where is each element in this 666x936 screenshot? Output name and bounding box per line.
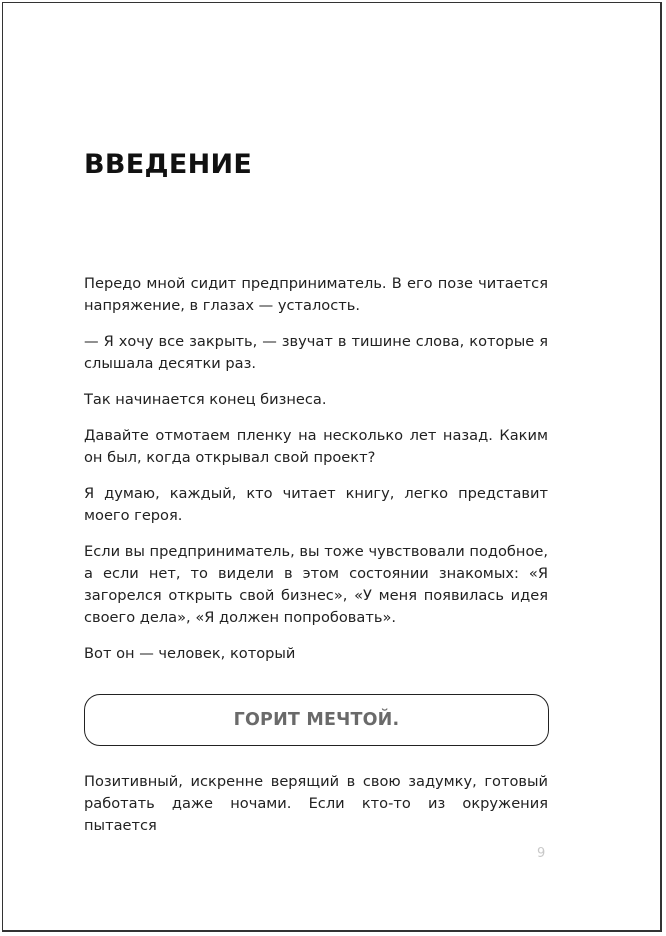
paragraph: Вот он — человек, который <box>84 645 296 662</box>
chapter-heading: ВВЕДЕНИЕ <box>84 149 253 180</box>
paragraph: Давайте отмотаем пленку на несколько лет назад. Каким он был, когда открывал свой проект? <box>84 427 548 466</box>
body-text-bottom <box>84 771 548 837</box>
paragraph: Я думаю, каждый, кто читает книгу, легко представит моего героя. <box>84 485 548 524</box>
paragraph: Передо мной сидит предприниматель. В его позе читается напряжение, в глазах — усталость. <box>84 275 548 314</box>
page-number: 9 <box>537 846 546 861</box>
paragraph: — Я хочу все закрыть, — звучат в тишине слова, которые я слышала десятки раз. <box>84 333 548 372</box>
callout-box: ГОРИТ МЕЧТОЙ. <box>84 694 549 746</box>
book-page <box>2 2 662 932</box>
body-text-top <box>84 273 548 665</box>
paragraph: Если вы предприниматель, вы тоже чувствовали подобное, а если нет, то видели в этом состоянии знакомых: «Я загорелся открыть свой бизнес», «У меня появилась идея своего дела», «Я должен попробовать». <box>84 543 548 626</box>
paragraph: Позитивный, искренне верящий в свою задумку, готовый работать даже ночами. Если кто-то из окружения пытается <box>84 773 548 834</box>
paragraph: Так начинается конец бизнеса. <box>84 391 327 408</box>
